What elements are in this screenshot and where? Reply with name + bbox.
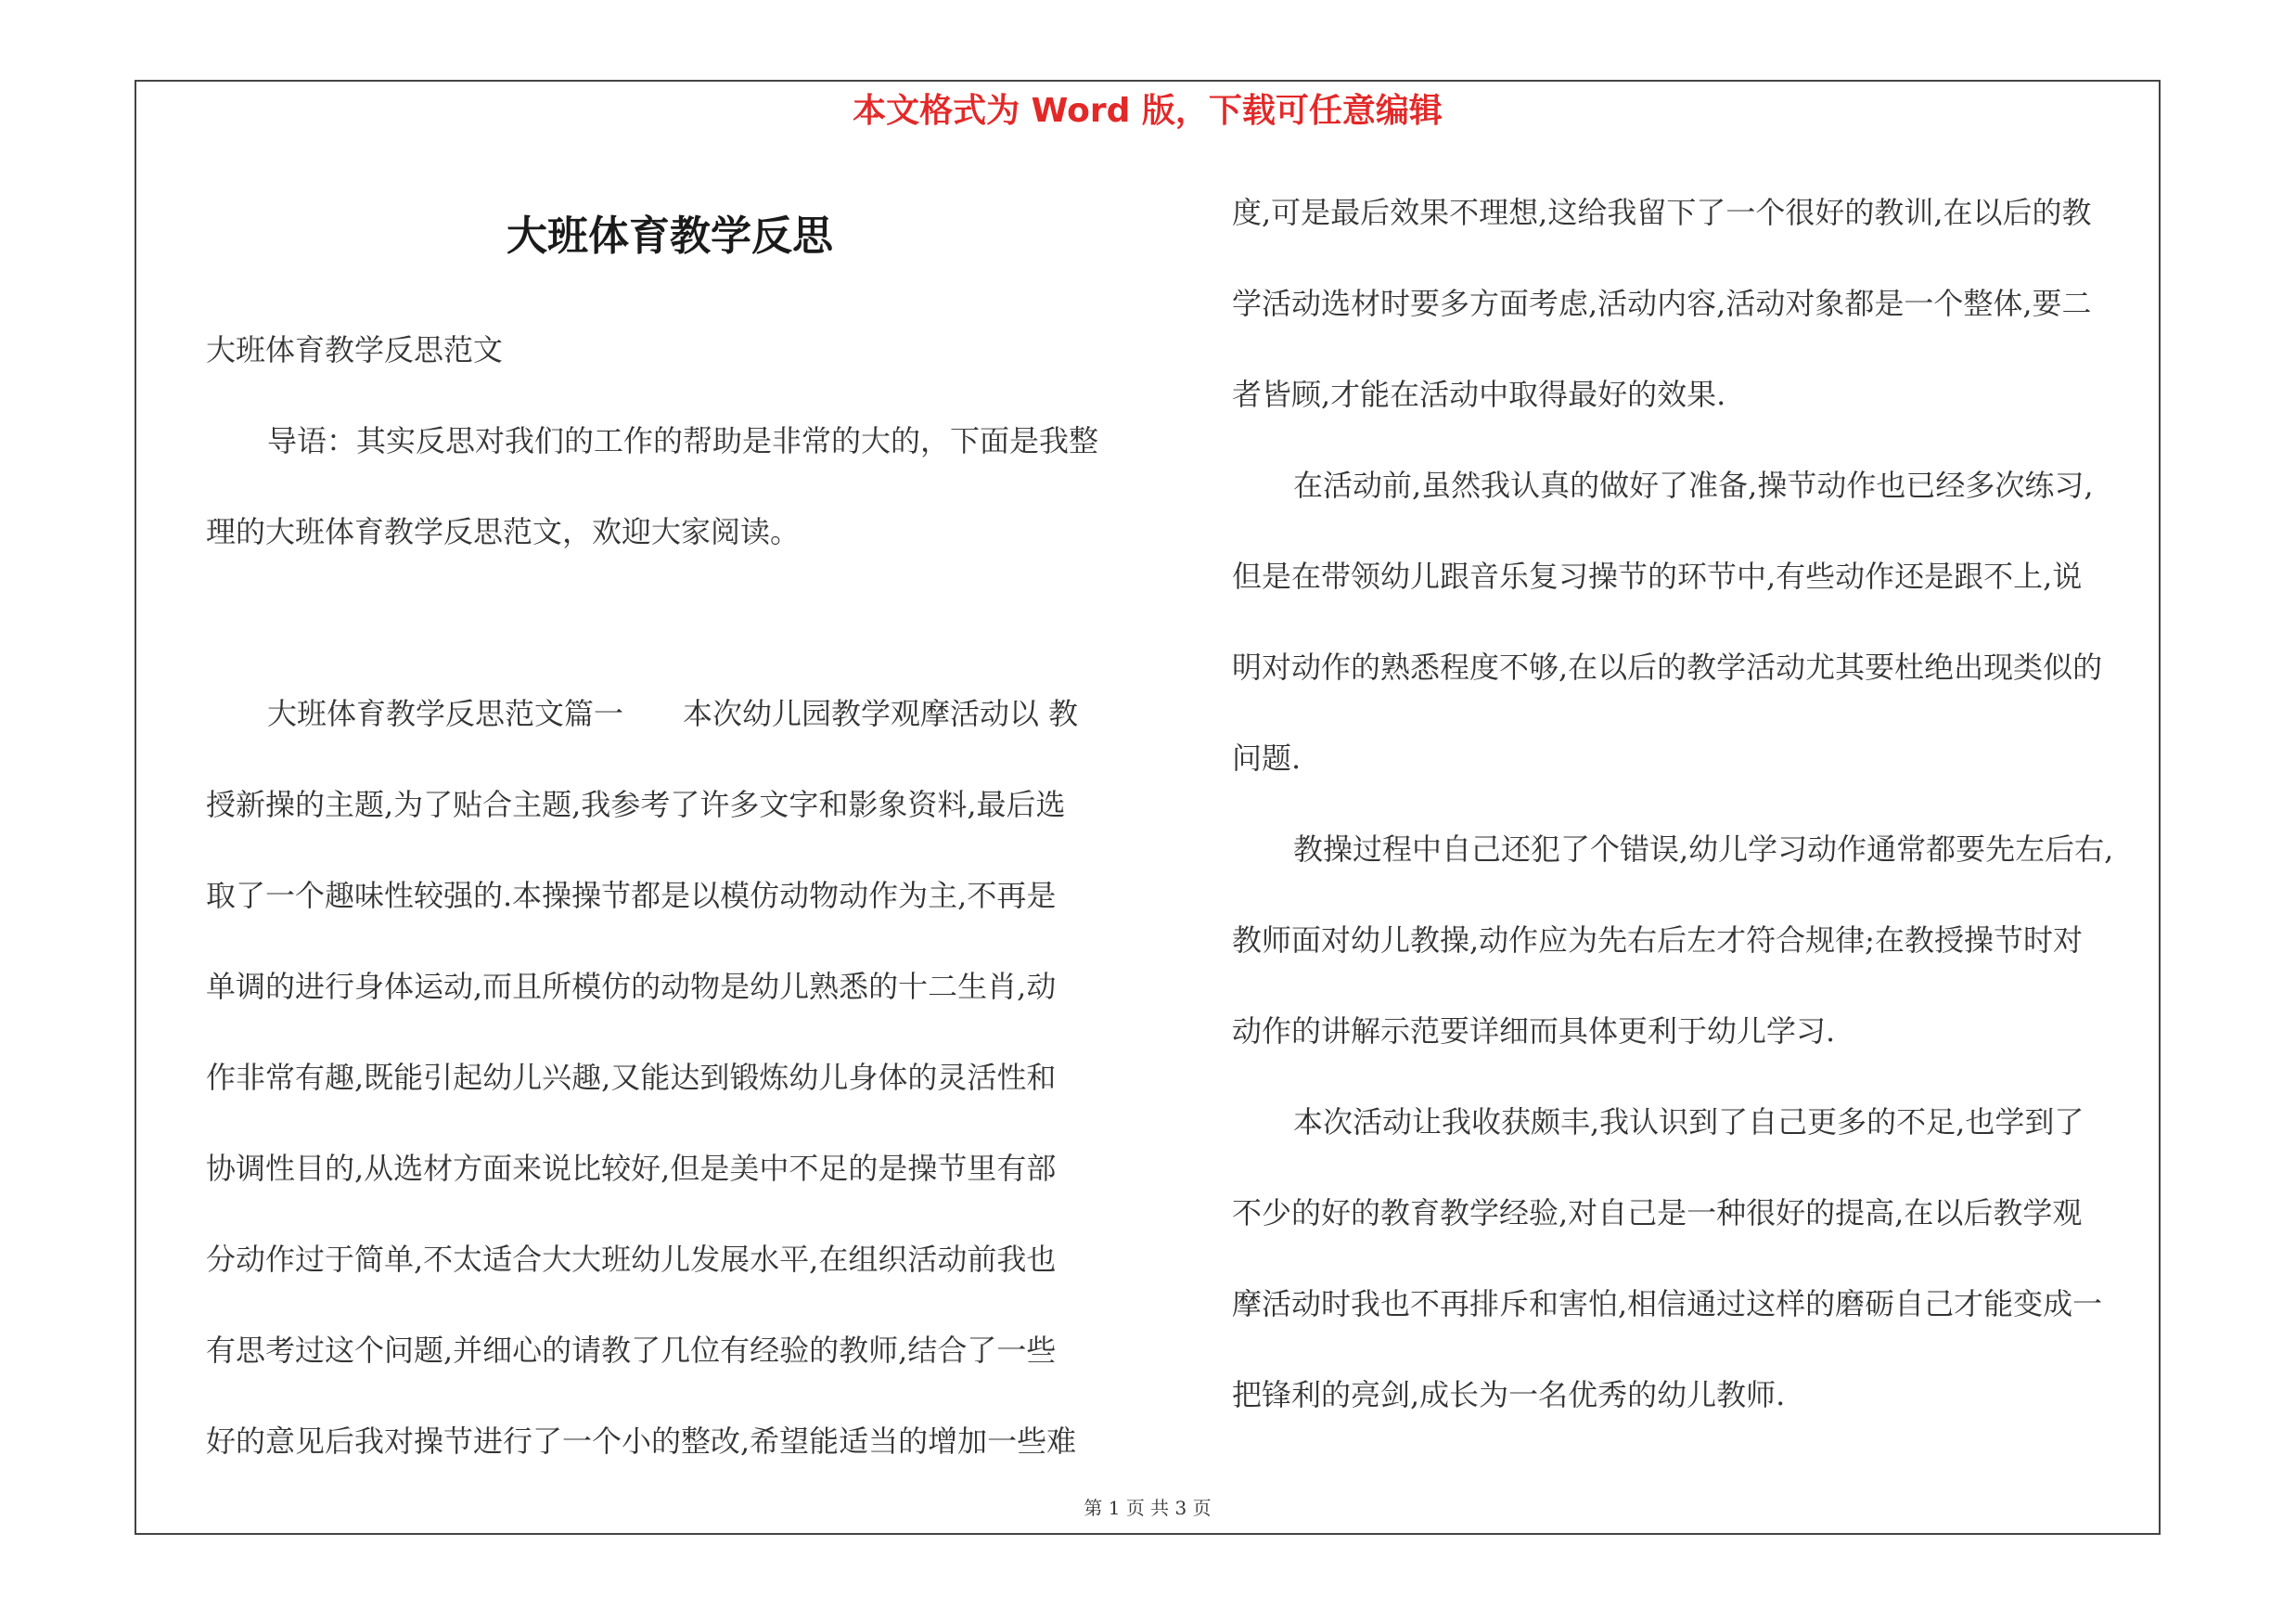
para2-line-1: 在活动前,虽然我认真的做好了准备,操节动作也已经多次练习, — [1293, 468, 2094, 503]
essay-line-4: 单调的进行身体运动,而且所模仿的动物是幼儿熟悉的十二生肖,动 — [206, 969, 1057, 1004]
para4-line-2: 不少的好的教育教学经验,对自己是一种很好的提高,在以后教学观 — [1232, 1195, 2083, 1230]
para2-line-4: 问题. — [1232, 741, 1302, 776]
essay-line-3: 取了一个趣味性较强的.本操操节都是以模仿动物动作为主,不再是 — [206, 878, 1057, 913]
para1-line-1: 度,可是最后效果不理想,这给我留下了一个很好的教训,在以后的教 — [1232, 195, 2092, 230]
essay-line-8: 有思考过这个问题,并细心的请教了几位有经验的教师,结合了一些 — [206, 1333, 1057, 1368]
essay-paragraph — [206, 668, 1134, 1487]
paragraph-mistake — [1232, 804, 2150, 1076]
paragraph-preparation — [1232, 440, 2150, 804]
essay-line-7: 分动作过于简单,不太适合大大班幼儿发展水平,在组织活动前我也 — [206, 1242, 1057, 1277]
para1-line-2: 学活动选材时要多方面考虑,活动内容,活动对象都是一个整体,要二 — [1232, 286, 2092, 321]
subtitle-line: 大班体育教学反思范文 — [206, 332, 504, 367]
document-title: 大班体育教学反思 — [507, 213, 833, 260]
para3-line-3: 动作的讲解示范要详细而具体更利于幼儿学习. — [1232, 1013, 1836, 1049]
para4-line-1: 本次活动让我收获颇丰,我认识到了自己更多的不足,也学到了 — [1293, 1104, 2084, 1140]
intro-line-2: 理的大班体育教学反思范文，欢迎大家阅读。 — [206, 514, 801, 549]
para1-line-3: 者皆顾,才能在活动中取得最好的效果. — [1232, 377, 1726, 412]
para4-line-4: 把锋利的亮剑,成长为一名优秀的幼儿教师. — [1232, 1377, 1786, 1412]
paragraph-conclusion — [1232, 1076, 2150, 1440]
essay-line-5: 作非常有趣,既能引起幼儿兴趣,又能达到锻炼幼儿身体的灵活性和 — [206, 1060, 1057, 1095]
paragraph-continuation — [1232, 167, 2150, 440]
essay-line-9: 好的意见后我对操节进行了一个小的整改,希望能适当的增加一些难 — [206, 1423, 1077, 1459]
intro-paragraph — [206, 395, 1134, 577]
word-format-banner: 本文格式为 Word 版，下载可任意编辑 — [853, 92, 1443, 130]
para2-line-2: 但是在带领幼儿跟音乐复习操节的环节中,有些动作还是跟不上,说 — [1232, 559, 2083, 594]
para3-line-1: 教操过程中自己还犯了个错误,幼儿学习动作通常都要先左后右, — [1293, 831, 2114, 867]
essay-line-2: 授新操的主题,为了贴合主题,我参考了许多文字和影象资料,最后选 — [206, 787, 1066, 822]
essay-line-1: 大班体育教学反思范文篇一 本次幼儿园教学观摩活动以 教 — [267, 696, 1079, 731]
page-number-footer: 第 1 页 共 3 页 — [1084, 1497, 1212, 1519]
left-column — [206, 304, 1134, 1487]
right-column — [1232, 167, 2150, 1440]
intro-line-1: 导语：其实反思对我们的工作的帮助是非常的大的，下面是我整 — [267, 423, 1099, 458]
subtitle — [206, 304, 1134, 395]
para2-line-3: 明对动作的熟悉程度不够,在以后的教学活动尤其要杜绝出现类似的 — [1232, 650, 2103, 685]
para4-line-3: 摩活动时我也不再排斥和害怕,相信通过这样的磨砺自己才能变成一 — [1232, 1286, 2103, 1321]
paragraph-spacer — [206, 577, 1134, 668]
para3-line-2: 教师面对幼儿教操,动作应为先右后左才符合规律;在教授操节时对 — [1232, 922, 2083, 958]
essay-line-6: 协调性目的,从选材方面来说比较好,但是美中不足的是操节里有部 — [206, 1151, 1057, 1186]
